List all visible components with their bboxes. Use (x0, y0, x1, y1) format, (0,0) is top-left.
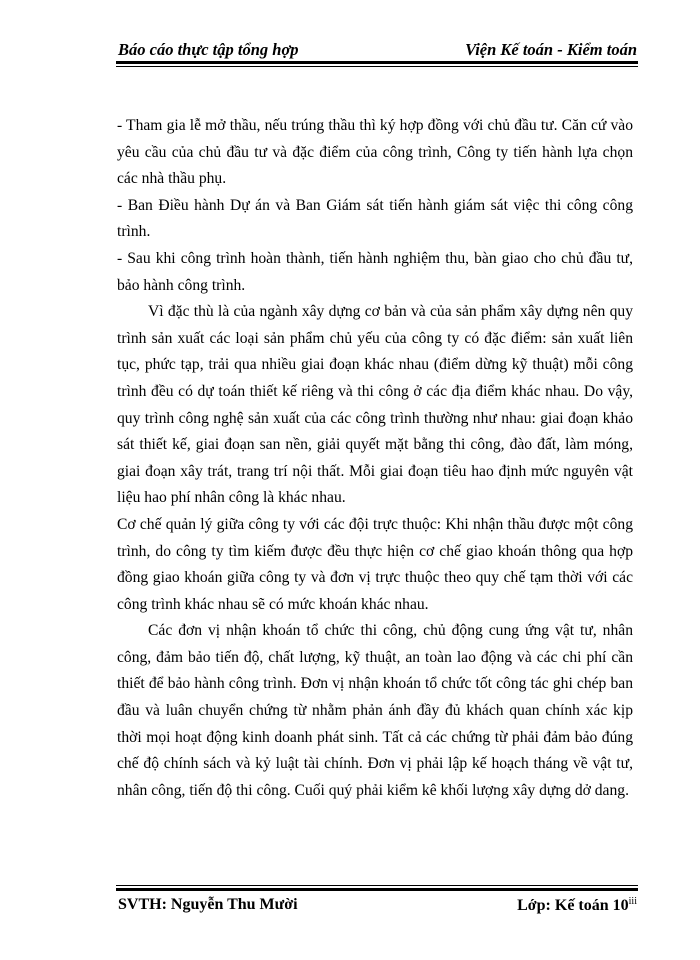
paragraph-production-process: Vì đặc thù là của ngành xây dựng cơ bản và của sản phẩm xây dựng nên quy trình sản xuất các loại sản phẩm chủ yếu của công ty có đặc điểm: sản xuất liên tục, phức tạp, trải qua nhiều giai đoạn khác nhau (điểm dừng kỹ thuật) mỗi công trình đều có dự toán thiết kế riêng và thi công ở các địa điểm khác nhau. Do vậy, quy trình công nghệ sản xuất của các công trình thường như nhau: giai đoạn khảo sát thiết kế, giai đoạn san nền, giải quyết mặt bằng thi công, đào đất, làm móng, giai đoạn xây trát, trang trí nội thất. Mỗi giai đoạn tiêu hao định mức nguyên vật liệu hao phí nhân công là khác nhau. (117, 303, 633, 507)
paragraph-management-mechanism: Cơ chế quản lý giữa công ty với các đội trực thuộc: Khi nhận thầu được một công trình, do công ty tìm kiếm được đều thực hiện cơ chế giao khoán thông qua hợp đồng giao khoán giữa công ty và đơn vị trực thuộc theo quy chế tạm thời với các công trình khác nhau sẽ có mức khoán khác nhau. (117, 515, 633, 613)
header-rule-thin (116, 66, 638, 67)
header-rule-thick (116, 61, 638, 64)
page-body (117, 113, 633, 804)
footer-class-label: Lớp: Kế toán 10 (517, 897, 629, 914)
header-institute: Viện Kế toán - Kiểm toán (465, 40, 637, 59)
footer-class (517, 896, 637, 915)
footer-student-name: SVTH: Nguyễn Thu Mười (118, 896, 298, 913)
footer-rule-thick (116, 888, 638, 891)
paragraph-bid-contract: - Tham gia lễ mở thầu, nếu trúng thầu thì ký hợp đồng với chủ đầu tư. Căn cứ vào yêu cầu của chủ đầu tư và đặc điểm của công trình, Công ty tiến hành lựa chọn các nhà thầu phụ. (117, 117, 633, 188)
footer-rule-thin (116, 885, 638, 886)
paragraph-contracting-units: Các đơn vị nhận khoán tổ chức thi công, chủ động cung ứng vật tư, nhân công, đảm bảo tiến độ, chất lượng, kỹ thuật, an toàn lao động và các chi phí cần thiết để bảo hành công trình. Đơn vị nhận khoán tổ chức tốt công tác ghi chép ban đầu và luân chuyển chứng từ nhằm phản ánh đầy đủ khách quan chính xác kịp thời mọi hoạt động kinh doanh phát sinh. Tất cả các chứng từ phải đảm bảo đúng chế độ chính sách và kỷ luật tài chính. Đơn vị phải lập kế hoạch tháng về vật tư, nhân công, tiến độ thi công. Cuối quý phải kiểm kê khối lượng xây dựng dở dang. (117, 622, 633, 799)
paragraph-supervision: - Ban Điều hành Dự án và Ban Giám sát tiến hành giám sát việc thi công công trình. (117, 196, 633, 241)
page-footer (118, 896, 637, 920)
paragraph-handover: - Sau khi công trình hoàn thành, tiến hành nghiệm thu, bàn giao cho chủ đầu tư, bảo hành công trình. (117, 249, 633, 294)
page-number: iii (628, 896, 637, 907)
header-report-title: Báo cáo thực tập tổng hợp (118, 40, 299, 59)
